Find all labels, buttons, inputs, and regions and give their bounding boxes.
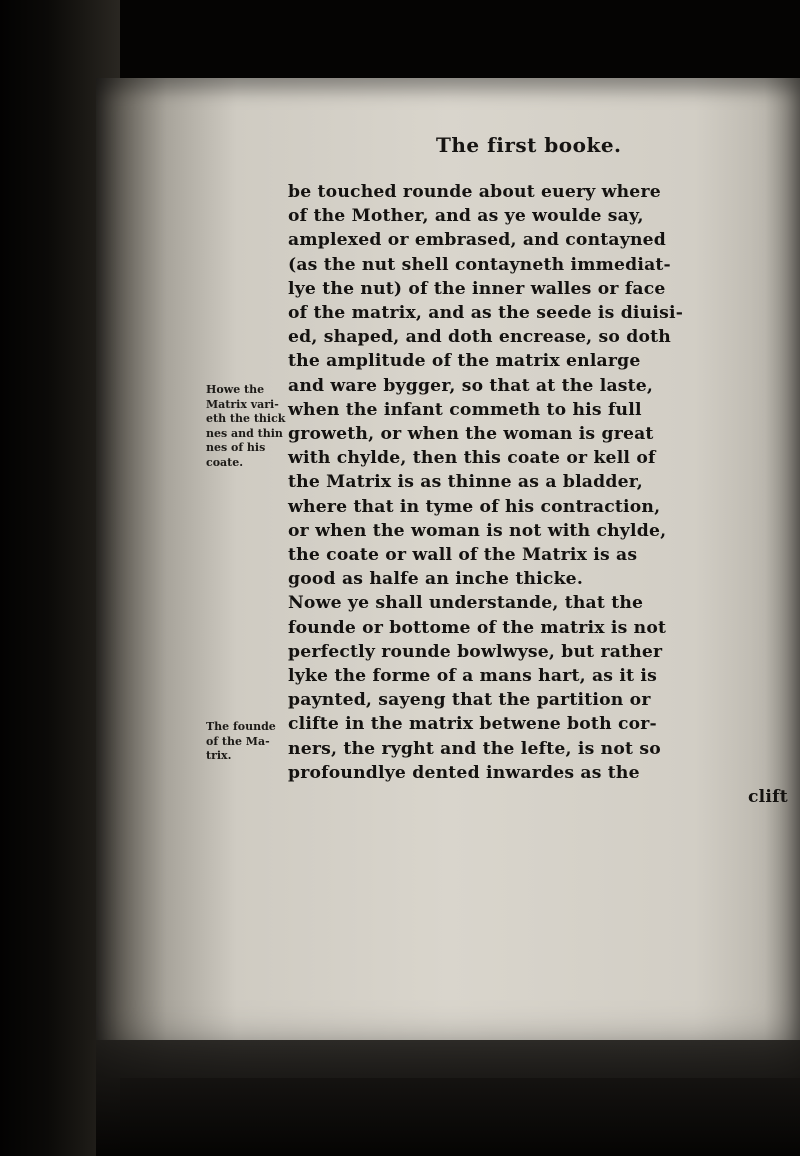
margin-note-matrix-founde	[206, 720, 292, 764]
margin-note-line: eth the thick	[206, 412, 286, 425]
body-line: with chylde, then this coate or kell of	[288, 448, 656, 469]
body-line: Nowe ye shall understande, that the	[288, 593, 644, 614]
margin-note-line: Matrix vari-	[206, 397, 279, 411]
margin-note-line: coate.	[206, 455, 244, 469]
body-line: founde or bottome of the matrix is not	[288, 617, 667, 638]
body-line: good as halfe an inche thicke.	[288, 569, 583, 590]
body-line: or when the woman is not with chylde,	[288, 520, 667, 541]
body-line: amplexed or embrased, and contayned	[288, 230, 666, 251]
body-line: the Matrix is as thinne as a bladder,	[288, 472, 643, 493]
body-line: ed, shaped, and doth encrease, so doth	[288, 327, 671, 348]
margin-note-line: nes of his	[206, 441, 266, 454]
body-line: (as the nut shell contayneth immediat-	[288, 254, 671, 275]
margin-note-line: trix.	[206, 749, 232, 762]
body-text	[288, 180, 788, 809]
margin-note-line: The founde	[206, 720, 276, 733]
body-line: when the infant commeth to his full	[288, 399, 642, 420]
catchword: clift	[748, 787, 788, 808]
margin-note-line: Howe the	[206, 383, 265, 396]
margin-note-matrix-thickness	[206, 383, 292, 470]
body-line: ners, the ryght and the lefte, is not so	[288, 738, 661, 759]
body-line: of the Mother, and as ye woulde say,	[288, 206, 644, 227]
margin-note-line: nes and thin	[206, 426, 283, 440]
body-line: where that in tyme of his contraction,	[288, 496, 661, 517]
body-line: the amplitude of the matrix enlarge	[288, 351, 641, 372]
body-line: lyke the forme of a mans hart, as it is	[288, 666, 658, 687]
body-line: paynted, sayeng that the partition or	[288, 690, 651, 711]
body-line: clifte in the matrix betwene both cor-	[288, 714, 657, 735]
body-line: the coate or wall of the Matrix is as	[288, 545, 638, 566]
body-line: and ware bygger, so that at the laste,	[288, 375, 654, 396]
body-line: groweth, or when the woman is great	[288, 424, 654, 445]
page-bottom-shadow	[96, 1040, 800, 1156]
body-line: of the matrix, and as the seede is diuisi-	[288, 303, 684, 324]
body-line: profoundlye dented inwardes as the	[288, 762, 640, 783]
body-line: lye the nut) of the inner walles or face	[288, 278, 666, 299]
margin-note-line: of the Ma-	[206, 734, 270, 748]
body-line: be touched rounde about euery where	[288, 182, 661, 202]
running-head: The first booke.	[436, 133, 622, 157]
body-line: perfectly rounde bowlwyse, but rather	[288, 641, 663, 662]
